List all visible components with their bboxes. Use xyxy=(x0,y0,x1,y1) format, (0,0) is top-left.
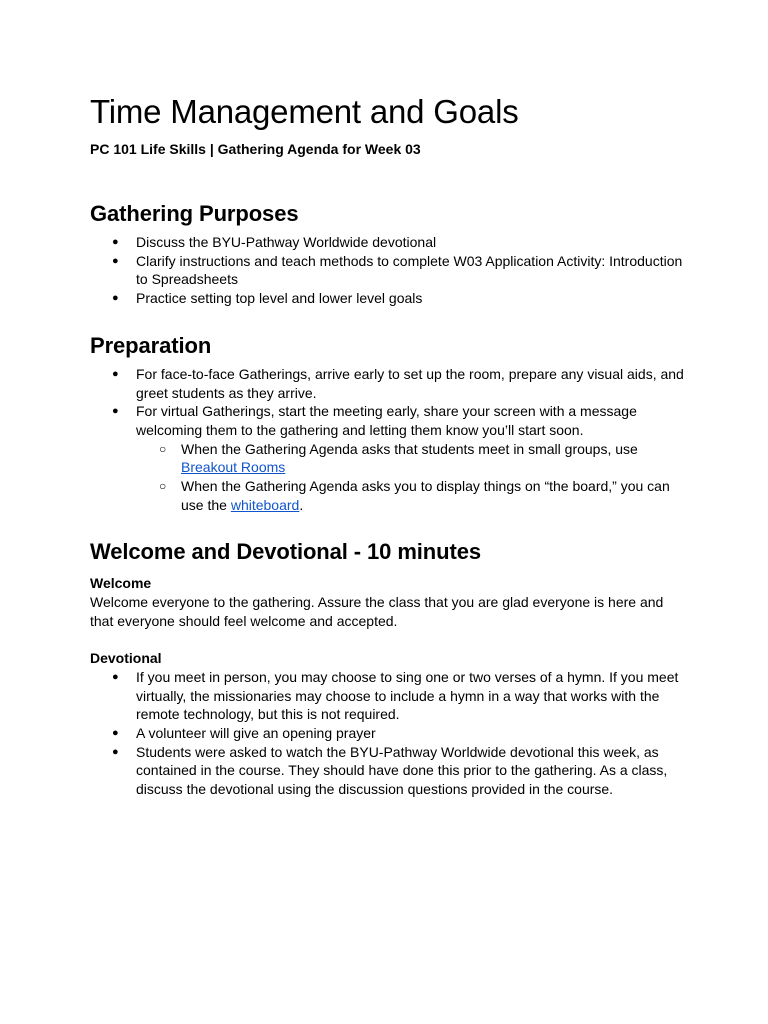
sub-list-item xyxy=(136,477,690,514)
document-subtitle: PC 101 Life Skills | Gathering Agenda for Week 03 xyxy=(90,141,421,157)
section-heading-welcome-devotional: Welcome and Devotional - 10 minutes xyxy=(90,539,481,565)
preparation-list xyxy=(90,365,690,515)
bullet-icon: ● xyxy=(112,292,119,305)
bullet-icon: ● xyxy=(112,670,119,683)
list-item xyxy=(90,724,690,743)
document-title: Time Management and Goals xyxy=(90,93,519,130)
list-item xyxy=(90,668,690,724)
purposes-list xyxy=(90,233,690,308)
bullet-icon: ● xyxy=(112,254,119,267)
bullet-icon: ● xyxy=(112,236,119,248)
list-item xyxy=(90,743,690,799)
section-heading-gathering-purposes: Gathering Purposes xyxy=(90,201,299,226)
list-item-text: A volunteer will give an opening prayer xyxy=(136,724,376,741)
whiteboard-link[interactable]: whiteboard xyxy=(230,496,300,513)
list-item xyxy=(90,402,690,514)
list-item xyxy=(90,365,690,402)
list-item-text: Practice setting top level and lower level goals xyxy=(136,290,423,307)
sub-list-item xyxy=(136,440,690,477)
list-item xyxy=(90,289,690,308)
bullet-icon: ● xyxy=(112,405,119,418)
list-item xyxy=(90,252,690,289)
welcome-paragraph: Welcome everyone to the gathering. Assure the class that you are glad everyone is here and that everyone should feel welcome and accepted. xyxy=(90,594,664,630)
breakout-rooms-link[interactable]: Breakout Rooms xyxy=(181,459,286,476)
document-page xyxy=(90,88,690,799)
devotional-list xyxy=(90,668,690,799)
section-heading-preparation: Preparation xyxy=(90,332,212,358)
list-item-text: If you meet in person, you may choose to sing one or two verses of a hymn. If you meet virtually, the missionaries may choose to include a hymn in a way that works with the remote technology, but this is not required. xyxy=(136,668,679,723)
hollow-bullet-icon: ○ xyxy=(159,441,167,456)
list-item-text: For virtual Gatherings, start the meeting early, share your screen with a message welcoming them to the gathering and letting them know you’ll start soon. xyxy=(136,403,637,438)
bullet-icon: ● xyxy=(112,367,119,380)
list-item-text: Discuss the BYU-Pathway Worldwide devotional xyxy=(136,234,437,250)
devotional-label: Devotional xyxy=(90,649,162,666)
list-item-text: Clarify instructions and teach methods to complete W03 Application Activity: Introduction to Spreadsheets xyxy=(136,252,683,288)
preparation-sub-list xyxy=(136,440,690,515)
hollow-bullet-icon: ○ xyxy=(159,479,167,494)
welcome-label: Welcome xyxy=(90,575,152,592)
bullet-icon: ● xyxy=(112,745,119,758)
list-item-text: Students were asked to watch the BYU-Pathway Worldwide devotional this week, as contained in the course. They should have done this prior to the gathering. As a class, discuss the devotional using the discussion questions provided in the course. xyxy=(136,743,668,798)
sub-list-item-text: When the Gathering Agenda asks you to display things on “the board,” you can use the xyxy=(181,478,670,513)
list-item xyxy=(90,233,690,252)
bullet-icon: ● xyxy=(112,726,119,739)
list-item-text: For face-to-face Gatherings, arrive early to set up the room, prepare any visual aids, and greet students as they arrive. xyxy=(136,365,684,401)
sub-list-item-text-after: . xyxy=(299,496,304,513)
sub-list-item-text: When the Gathering Agenda asks that students meet in small groups, use xyxy=(181,440,638,457)
